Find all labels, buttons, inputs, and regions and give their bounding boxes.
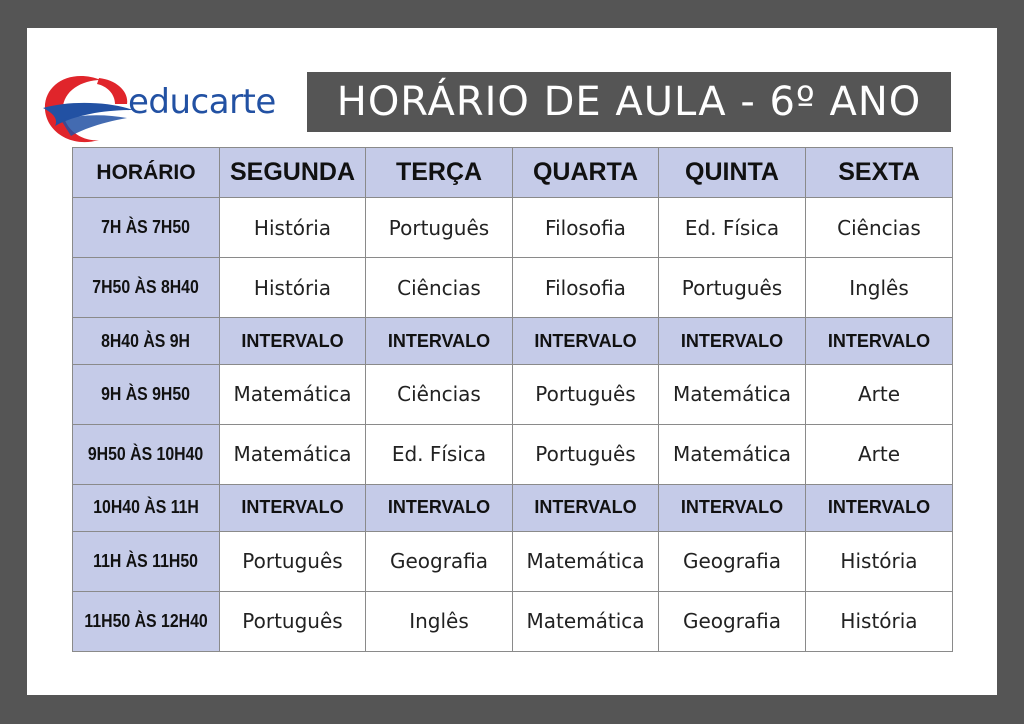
time-cell bbox=[73, 591, 220, 651]
break-label: INTERVALO bbox=[680, 497, 784, 518]
time-label: 9H ÀS 9H50 bbox=[101, 383, 191, 404]
subject-cell bbox=[659, 364, 806, 424]
subject-label: Português bbox=[535, 382, 636, 407]
subject-label: Matemática bbox=[233, 442, 352, 467]
subject-label: História bbox=[253, 215, 332, 240]
subject-label: Ciências bbox=[837, 215, 921, 240]
header-quarta: QUARTA bbox=[513, 148, 659, 198]
subject-cell bbox=[806, 258, 953, 318]
subject-cell bbox=[513, 424, 659, 484]
time-label: 7H50 ÀS 8H40 bbox=[92, 277, 200, 298]
subject-label: Matemática bbox=[526, 609, 645, 634]
header-segunda: SEGUNDA bbox=[220, 148, 366, 198]
break-cell bbox=[366, 318, 513, 365]
time-label: 8H40 ÀS 9H bbox=[101, 330, 191, 351]
subject-label: Geografia bbox=[682, 549, 782, 574]
break-cell bbox=[806, 318, 953, 365]
table-row bbox=[73, 364, 953, 424]
subject-label: História bbox=[253, 275, 332, 300]
break-cell bbox=[806, 485, 953, 532]
break-cell bbox=[659, 318, 806, 365]
subject-cell bbox=[513, 258, 659, 318]
break-label: INTERVALO bbox=[827, 330, 931, 351]
subject-label: Geografia bbox=[682, 609, 782, 634]
break-row bbox=[73, 485, 953, 532]
break-cell bbox=[659, 485, 806, 532]
subject-label: Arte bbox=[857, 442, 901, 467]
table-header-row bbox=[73, 148, 953, 198]
break-label: INTERVALO bbox=[534, 330, 637, 351]
table-row bbox=[73, 258, 953, 318]
subject-cell bbox=[220, 424, 366, 484]
subject-cell bbox=[220, 531, 366, 591]
subject-label: História bbox=[840, 609, 918, 634]
subject-cell bbox=[513, 198, 659, 258]
time-cell bbox=[73, 258, 220, 318]
subject-cell bbox=[366, 198, 513, 258]
subject-label: Arte bbox=[857, 382, 901, 407]
schedule-table bbox=[72, 147, 953, 652]
schedule-body bbox=[73, 198, 953, 652]
subject-cell bbox=[220, 364, 366, 424]
table-row bbox=[73, 198, 953, 258]
subject-cell bbox=[366, 364, 513, 424]
break-label: INTERVALO bbox=[241, 497, 344, 518]
time-label: 11H ÀS 11H50 bbox=[93, 550, 199, 571]
subject-label: Português bbox=[388, 215, 490, 240]
break-row bbox=[73, 318, 953, 365]
subject-cell bbox=[659, 591, 806, 651]
header-horario: HORÁRIO bbox=[73, 148, 220, 198]
subject-label: Português bbox=[242, 609, 343, 634]
logo-wordmark: educarte bbox=[128, 82, 276, 122]
subject-label: Geografia bbox=[389, 549, 489, 574]
time-cell bbox=[73, 198, 220, 258]
subject-cell bbox=[659, 424, 806, 484]
subject-cell bbox=[220, 591, 366, 651]
time-cell bbox=[73, 485, 220, 532]
header-sexta: SEXTA bbox=[806, 148, 953, 198]
subject-label: Filosofia bbox=[545, 215, 626, 240]
subject-cell bbox=[806, 531, 953, 591]
break-label: INTERVALO bbox=[387, 497, 491, 518]
table-row bbox=[73, 424, 953, 484]
table-row bbox=[73, 531, 953, 591]
time-cell bbox=[73, 318, 220, 365]
subject-label: Português bbox=[681, 275, 783, 300]
subject-label: Inglês bbox=[849, 275, 909, 300]
break-label: INTERVALO bbox=[534, 497, 637, 518]
page-title: HORÁRIO DE AULA - 6º ANO bbox=[307, 72, 951, 132]
subject-cell bbox=[513, 591, 659, 651]
subject-label: História bbox=[840, 549, 918, 574]
subject-label: Português bbox=[535, 442, 636, 467]
break-label: INTERVALO bbox=[827, 497, 931, 518]
subject-cell bbox=[806, 591, 953, 651]
time-label: 9H50 ÀS 10H40 bbox=[88, 443, 204, 464]
subject-label: Matemática bbox=[233, 382, 352, 407]
subject-label: Filosofia bbox=[545, 275, 626, 300]
subject-cell bbox=[513, 364, 659, 424]
subject-label: Matemática bbox=[526, 549, 645, 574]
subject-label: Português bbox=[242, 549, 343, 574]
time-label: 11H50 ÀS 12H40 bbox=[84, 610, 208, 631]
subject-cell bbox=[513, 531, 659, 591]
subject-label: Matemática bbox=[672, 442, 792, 467]
break-cell bbox=[220, 485, 366, 532]
subject-label: Inglês bbox=[409, 609, 469, 634]
subject-cell bbox=[659, 531, 806, 591]
subject-label: Matemática bbox=[672, 382, 792, 407]
subject-cell bbox=[659, 258, 806, 318]
time-cell bbox=[73, 424, 220, 484]
subject-cell bbox=[366, 531, 513, 591]
time-cell bbox=[73, 364, 220, 424]
subject-label: Ciências bbox=[397, 275, 481, 300]
table-row bbox=[73, 591, 953, 651]
subject-label: Ed. Física bbox=[684, 215, 780, 240]
time-label: 7H ÀS 7H50 bbox=[101, 217, 191, 238]
subject-cell bbox=[220, 258, 366, 318]
subject-cell bbox=[220, 198, 366, 258]
header-quinta: QUINTA bbox=[659, 148, 806, 198]
subject-cell bbox=[366, 591, 513, 651]
subject-cell bbox=[806, 424, 953, 484]
subject-cell bbox=[806, 364, 953, 424]
break-label: INTERVALO bbox=[680, 330, 784, 351]
time-cell bbox=[73, 531, 220, 591]
break-cell bbox=[513, 485, 659, 532]
subject-cell bbox=[659, 198, 806, 258]
break-label: INTERVALO bbox=[241, 330, 344, 351]
subject-cell bbox=[806, 198, 953, 258]
subject-label: Ciências bbox=[397, 382, 481, 407]
subject-cell bbox=[366, 424, 513, 484]
subject-label: Ed. Física bbox=[391, 442, 487, 467]
break-cell bbox=[513, 318, 659, 365]
break-label: INTERVALO bbox=[387, 330, 491, 351]
subject-cell bbox=[366, 258, 513, 318]
break-cell bbox=[366, 485, 513, 532]
break-cell bbox=[220, 318, 366, 365]
header-terca: TERÇA bbox=[366, 148, 513, 198]
time-label: 10H40 ÀS 11H bbox=[93, 497, 199, 518]
